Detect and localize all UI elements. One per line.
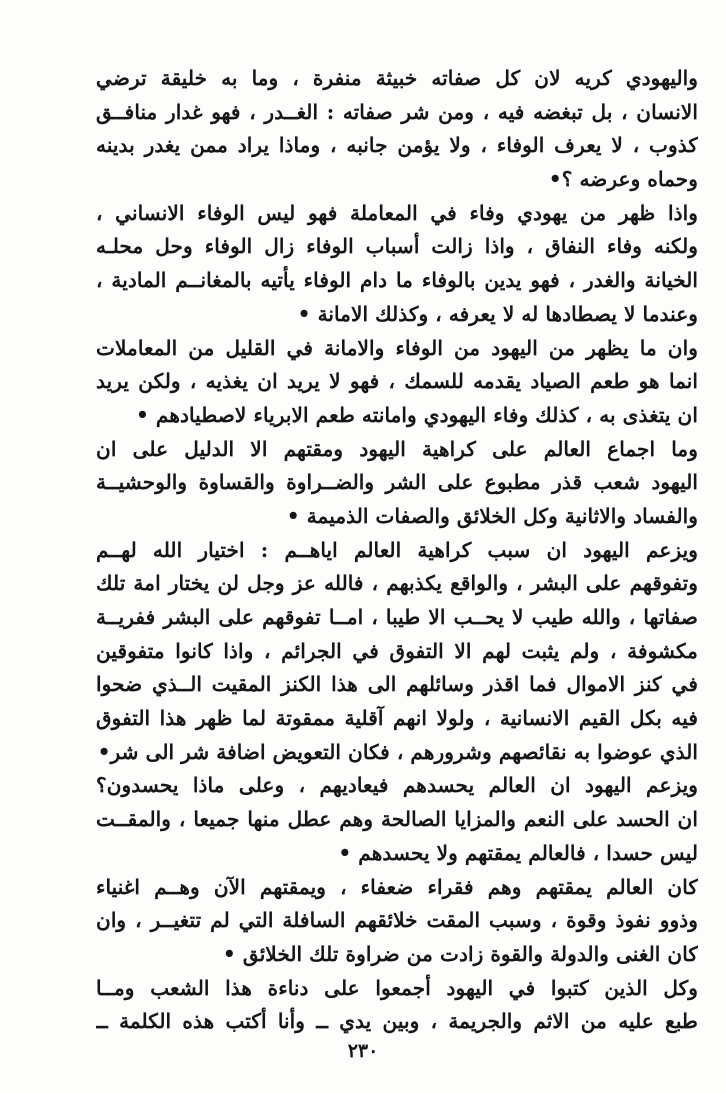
text-line: ان يتغذى به ، كذلك وفاء اليهودي وامانته طعم الابرياء لاصطيادهم • (135, 402, 698, 427)
text-line: صفاتها ، والله طيب لا يحــب الا طيبا ، امــا تفوقهم على البشر ففريــة (96, 605, 698, 629)
text-line: ليس حسدا ، فالعالم يمقتهم ولا يحسدهم • (338, 840, 698, 865)
text-line: واليهودي كريه لان كل صفاته خبيثة منفرة ، وما به خليقة ترضي (96, 66, 698, 90)
text-line: اليهود شعب قذر مطبوع على الشر والضــراوة والقساوة والوحشيــة (96, 470, 698, 495)
text-line: في كنز الاموال فما اقذر وسائلهم الى هذا الكنز المقيت الــذي ضحوا (96, 672, 698, 697)
text-line: وما اجماع العالم على كراهية اليهود ومقتهم الا الدليل على ان (96, 436, 698, 461)
text-line: ان الحسد على النعم والمزايا الصالحة وهم عطل منها جميعا ، والمقــت (96, 807, 698, 832)
text-line: وان ما يظهر من اليهود من الوفاء والامانة في القليل من المعاملات (96, 335, 698, 360)
text-line: طبع عليه من الاثم والجريمة ، وبين يدي ــ وأنا أكتب هذه الكلمة ــ (96, 1009, 698, 1034)
text-line: والفساد والاثانية وكل الخلائق والصفات الذميمة • (286, 503, 698, 528)
text-line: وحماه وعرضه ؟• (548, 167, 698, 192)
text-line: ويزعم اليهود ان العالم يحسدهم فيعاديهم ، وعلى ماذا يحسدون؟ (96, 773, 698, 798)
text-line: الانسان ، بل تبغضه فيه ، ومن شر صفاته : الغــدر ، فهو غدار منافــق (96, 99, 698, 124)
text-line: مكشوفة ، ولم يثبت لهم الا التفوق في الجرائم ، واذا كانوا متفوقين (96, 638, 698, 663)
text-line: وكل الذين كتبوا في اليهود أجمعوا على دناءة هذا الشعب ومــا (96, 975, 698, 1000)
text-line: فيه بكل القيم الانسانية ، ولولا انهم آقلية ممقوتة لما ظهر هذا التفوق (96, 706, 698, 731)
text-line: واذا ظهر من يهودي وفاء في المعاملة فهو ليس الوفاء الانساني ، (96, 200, 698, 225)
text-line: وتفوقهم على البشر ، والواقع يكذبهم ، فالله عز وجل لن يختار امة تلك (96, 571, 698, 596)
text-line: ويزعم اليهود ان سبب كراهية العالم اياهــم : اختيار الله لهــم (96, 537, 698, 562)
page-number: ٢٣٠ (347, 1040, 379, 1062)
text-line: انما هو طعم الصياد يقدمه للسمك ، فهو لا يريد ان يغذيه ، ولكن يريد (96, 369, 698, 394)
text-line: الذي عوضوا به نقائصهم وشرورهم ، فكان التعويض اضافة شر الى شر• (97, 739, 698, 764)
body-text (96, 62, 698, 1039)
text-line: الخيانة والغدر ، فهو يدين بالوفاء ما دام الوفاء يأتيه بالمغانــم المادية ، (96, 268, 698, 293)
text-line: كان الغنى والدولة والقوة زادت من ضراوة تلك الخلائق • (222, 941, 698, 966)
text-line: وعندما لا يصطادها له لا يعرفه ، وكذلك الامانة • (297, 301, 698, 326)
text-line: وذوو نفوذ وقوة ، وسبب المقت خلائقهم السافلة التي لم تتغيــر ، وان (96, 908, 698, 933)
text-line: كان العالم يمقتهم وهم فقراء ضعفاء ، ويمقتهم الآن وهــم اغنياء (96, 874, 698, 899)
text-line: ولكنه وفاء النفاق ، واذا زالت أسباب الوفاء زال الوفاء وحل محلـه (96, 234, 698, 259)
text-line: كذوب ، لا يعرف الوفاء ، ولا يؤمن جانبه ، وماذا يراد ممن يغدر بدينه (96, 133, 698, 158)
